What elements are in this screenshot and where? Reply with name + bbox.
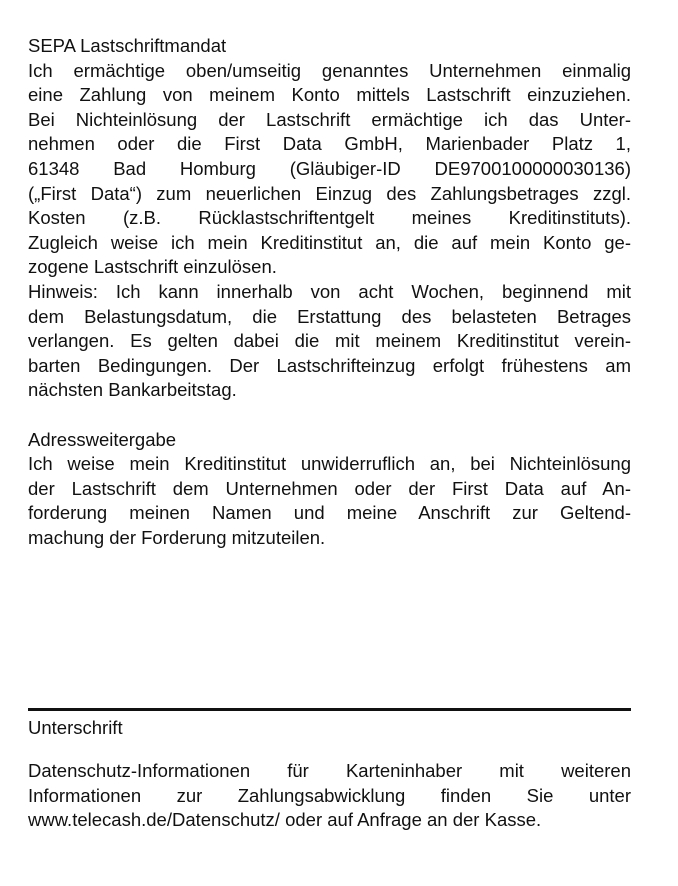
hint-line: verlangen. Es gelten dabei die mit meinem Kreditinstitut verein- [28,330,631,352]
privacy-line: www.telecash.de/Datenschutz/ oder auf Anfrage an der Kasse. [28,809,542,831]
privacy-line: Datenschutz-Informationen für Karteninhaber mit weiteren [28,760,631,781]
hint-line: dem Belastungsdatum, die Erstattung des belasteten Betrages [28,305,631,327]
document-body [28,34,631,550]
address-line: Ich weise mein Kreditinstitut unwiderruflich an, bei Nichteinlösung [28,453,631,475]
mandate-line: nehmen oder die First Data GmbH, Marienbader Platz 1, [28,133,631,155]
mandate-line: Kosten (z.B. Rücklastschriftentgelt meines Kreditinstituts). [28,207,631,229]
section-spacer [28,403,631,428]
privacy-notice [28,759,631,833]
mandate-line: Zugleich weise ich mein Kreditinstitut an, die auf mein Konto ge- [28,231,631,253]
hint-line: nächsten Bankarbeitstag. [28,379,237,401]
hint-line: Hinweis: Ich kann innerhalb von acht Wochen, beginnend mit [28,280,631,302]
address-title: Adressweitergabe [28,428,177,450]
address-line: machung der Forderung mitzuteilen. [28,526,326,548]
hint-line: barten Bedingungen. Der Lastschrifteinzug erfolgt frühestens am [28,354,631,376]
mandate-line: 61348 Bad Homburg (Gläubiger-ID DE9700100000030136) [28,157,631,179]
address-text [28,452,631,550]
mandate-title: SEPA Lastschriftmandat [28,35,227,56]
mandate-line: Ich ermächtige oben/umseitig genanntes Unternehmen einmalig [28,59,631,81]
mandate-text [28,59,631,280]
signature-label: Unterschrift [28,717,123,738]
privacy-line: Informationen zur Zahlungsabwicklung finden Sie unter [28,784,631,806]
mandate-line: zogene Lastschrift einzulösen. [28,256,277,278]
mandate-line: eine Zahlung von meinem Konto mittels Lastschrift einzuziehen. [28,84,631,106]
address-line: der Lastschrift dem Unternehmen oder der First Data auf An- [28,477,631,499]
hint-text [28,280,631,403]
mandate-line: („First Data“) zum neuerlichen Einzug des Zahlungsbetrages zzgl. [28,182,631,204]
mandate-line: Bei Nichteinlösung der Lastschrift ermächtige ich das Unter- [28,108,631,130]
signature-line [28,708,631,711]
address-line: forderung meinen Namen und meine Anschrift zur Geltend- [28,502,631,524]
